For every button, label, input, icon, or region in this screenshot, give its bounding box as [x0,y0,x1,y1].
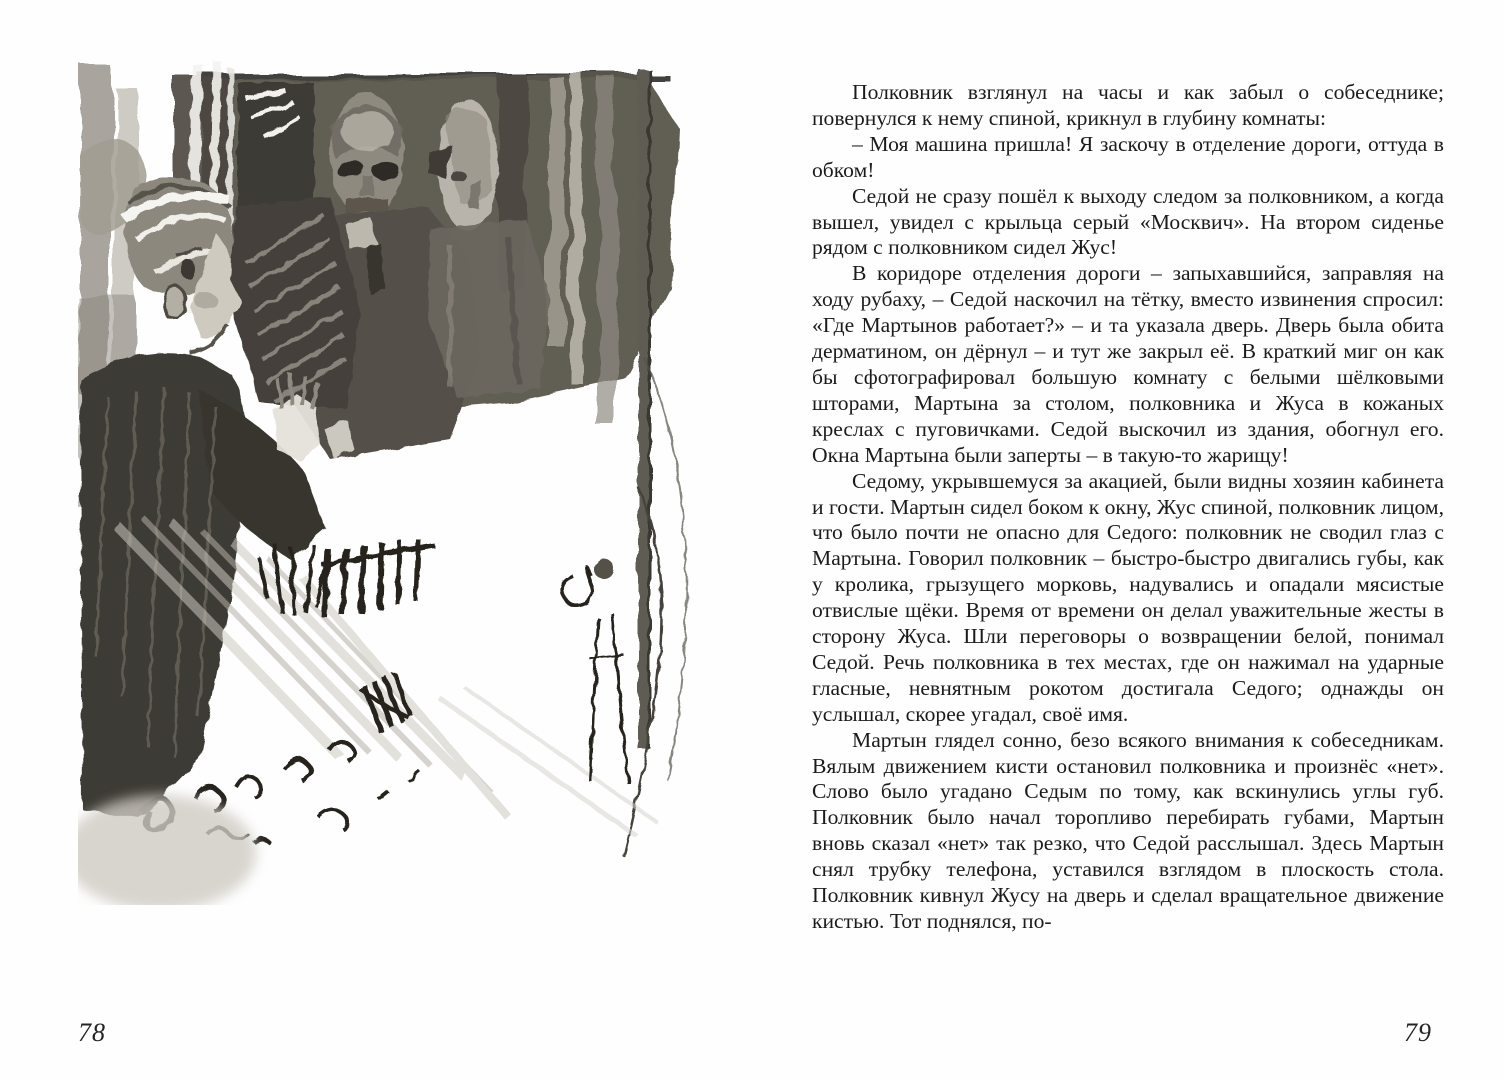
page-number-right: 79 [1404,1018,1432,1047]
paragraph: Седому, укрывшемуся за акацией, были видны хозяин кабинета и гости. Мартын сидел боком к окну, Жус спиной, полковник лицом, что было почти не опасно для Седого: полковник не сводил глаз с Мартына. Говорил полковник – быстро-быстро двигались губы, как у кролика, грызущего морковь, надувались и опадали мясистые отвислые щёки. Время от времени он делал уважительные жесты в сторону Жуса. Шли переговоры о возвращении белой, понимал Седой. Речь полковника в тех местах, где он нажимал на ударные гласные, невнятным рокотом достигала Седого; однажды он услышал, скорее угадал, своё имя. [812,468,1444,726]
book-illustration [78,57,712,905]
fade-wash [78,795,256,905]
paragraph: В коридоре отделения дороги – запыхавшийся, заправляя на ходу рубаху, – Седой наскочил на тётку, вместо извинения спросил: «Где Мартынов работает?» – и та указала дверь. Дверь была обита дерматином, он дёрнул – и тут же закрыл её. В краткий миг он как бы сфотографировал большую комнату с белыми шёлковыми шторами, Мартына за столом, полковника и Жуса в кожаных креслах с пуговичками. Седой выскочил из здания, обогнул его. Окна Мартына были заперты – в такую-то жарищу! [812,261,1444,467]
page-number-left: 78 [78,1018,106,1047]
illustration-figure [78,57,712,905]
body-text [812,80,1444,935]
paragraph: Мартын глядел сонно, безо всякого внимания к собеседникам. Вялым движением кисти остановил полковника и произнёс «нет». Слово было угадано Седым по тому, как вскинулись углы губ. Полковник было начал торопливо перебирать губами, Мартын вновь сказал «нет» так резко, что Седой расслышал. Здесь Мартын снял трубку телефона, уставился взглядом в плоскость стола. Полковник кивнул Жусу на дверь и сделал вращательное движение кистью. Тот поднялся, по- [812,727,1444,933]
paragraph: Полковник взглянул на часы и как забыл о собеседнике; повернулся к нему спиной, крикнул в глубину комнаты: [812,80,1444,130]
paragraph: Седой не сразу пошёл к выходу следом за полковником, а когда вышел, увидел с крыльца серый «Москвич». На втором сиденье рядом с полковником сидел Жус! [812,183,1444,260]
page-right [752,0,1504,1080]
door-shape [238,83,314,209]
paragraph: – Моя машина пришла! Я заскочу в отделение дороги, оттуда в обком! [812,131,1444,182]
